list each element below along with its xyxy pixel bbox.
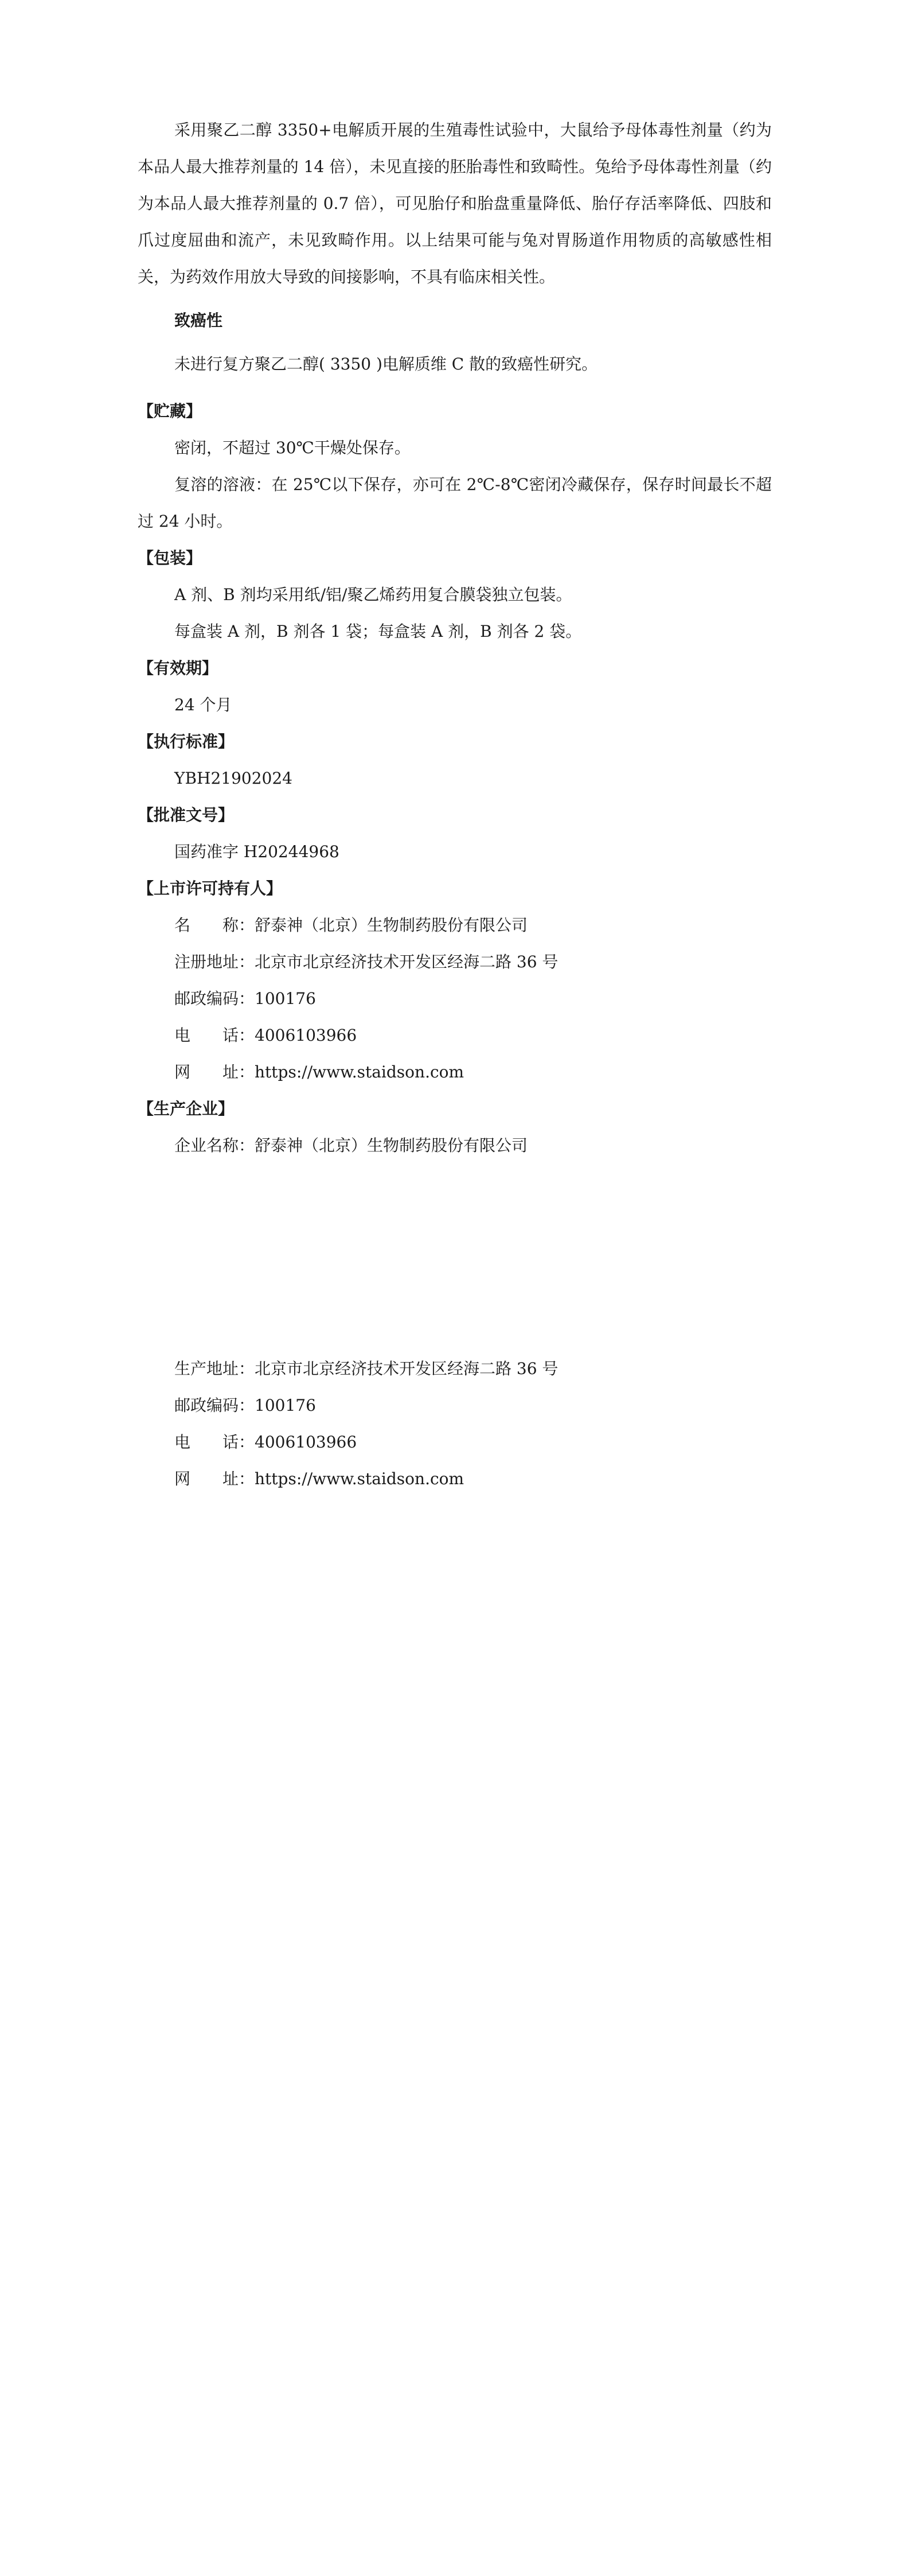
- approval-value: 国药准字 H20244968: [174, 842, 339, 861]
- manufacturer-postcode: 邮政编码：100176: [174, 1396, 316, 1415]
- mah-heading: 【上市许可持有人】: [138, 879, 283, 898]
- standard-value: YBH21902024: [174, 769, 292, 788]
- storage-heading: 【贮藏】: [138, 402, 202, 421]
- mah-website: 网 址：https://www.staidson.com: [174, 1063, 464, 1081]
- carcinogenicity-heading: 致癌性: [174, 311, 223, 330]
- carcinogenicity-text: 未进行复方聚乙二醇( 3350 )电解质维 C 散的致癌性研究。: [174, 355, 598, 373]
- standard-heading: 【执行标准】: [138, 732, 235, 751]
- manufacturer-address: 生产地址：北京市北京经济技术开发区经海二路 36 号: [174, 1359, 559, 1378]
- packaging-line-1: A 剂、B 剂均采用纸/铝/聚乙烯药用复合膜袋独立包装。: [174, 585, 572, 604]
- packaging-line-2: 每盒装 A 剂，B 剂各 1 袋；每盒装 A 剂，B 剂各 2 袋。: [174, 622, 582, 641]
- shelf-life-heading: 【有效期】: [138, 659, 218, 678]
- approval-heading: 【批准文号】: [138, 806, 235, 824]
- shelf-life-value: 24 个月: [174, 695, 232, 714]
- mah-phone: 电 话：4006103966: [174, 1026, 357, 1045]
- storage-line-1: 密闭，不超过 30℃干燥处保存。: [174, 438, 411, 457]
- manufacturer-heading: 【生产企业】: [138, 1099, 235, 1118]
- storage-line-2: 复溶的溶液：在 25℃以下保存，亦可在 2℃-8℃密闭冷藏保存，保存时间最长不超过 24 小时。: [138, 475, 772, 531]
- reproductive-toxicity-paragraph: 采用聚乙二醇 3350+电解质开展的生殖毒性试验中，大鼠给予母体毒性剂量（约为本品人最大推荐剂量的 14 倍），未见直接的胚胎毒性和致畸性。兔给予母体毒性剂量（约为本品人最大推荐剂量的 0.7 倍），可见胎仔和胎盘重量降低、胎仔存活率降低、四肢和爪过度屈曲和流产，未见致畸作用。以上结果可能与兔对胃肠道作用物质的高敏感性相关，为药效作用放大导致的间接影响，不具有临床相关性。: [138, 120, 772, 286]
- packaging-heading: 【包装】: [138, 548, 202, 567]
- manufacturer-phone: 电 话：4006103966: [174, 1433, 357, 1452]
- document-page: [138, 112, 772, 1497]
- mah-postcode: 邮政编码：100176: [174, 989, 316, 1008]
- manufacturer-website: 网 址：https://www.staidson.com: [174, 1469, 464, 1488]
- mah-name: 名 称：舒泰神（北京）生物制药股份有限公司: [174, 916, 528, 935]
- mah-address: 注册地址：北京市北京经济技术开发区经海二路 36 号: [174, 952, 559, 971]
- manufacturer-name: 企业名称：舒泰神（北京）生物制药股份有限公司: [174, 1136, 528, 1155]
